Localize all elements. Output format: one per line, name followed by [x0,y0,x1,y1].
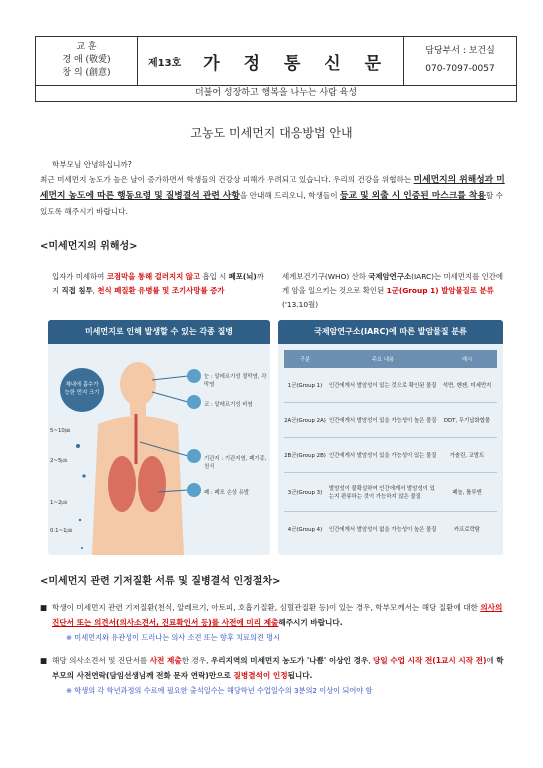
intro-text: 을 안내해 드리오니, 학생들이 [239,191,341,200]
example-cell: 카프로락탐 [453,527,481,533]
desc-cell: 인간에게서 발암성이 있을 가능성이 높은 물질 [329,418,437,424]
effect-label: 기관지 : 기관지염, 폐기종, 천식 [204,456,267,470]
bold-text: 학부모의 사전연락(담임선생님께 전화 문자 연락)만으로 [52,656,504,680]
motto-line: 창 의 (創意) [62,68,111,78]
text: 에 [486,656,497,665]
lung-icon [187,483,201,497]
text: 한 경우, [181,656,211,665]
intro-emphasis: 등교 및 외출 시 인증된 마스크를 착용 [340,191,486,201]
bold-text: 직접 침투 [61,286,93,295]
intro-emphasis: 미세먼지의 위해성과 미세먼지 농도에 따른 행동요령 및 질병결석 관련 사항 [40,175,505,201]
table-row [284,473,497,512]
highlight: 질병결석이 인정 [233,671,288,680]
table-row [284,438,497,473]
iarc-table [284,350,497,546]
highlight: 사전 제출 [149,656,182,665]
procedure-list [40,600,510,698]
text: , [368,656,374,665]
size-badge-label: 체내에 흡수가능한 먼지 크기 [64,382,100,396]
hazard-text-right [282,270,504,312]
document-title: 고농도 미세먼지 대응방법 안내 [190,126,353,140]
example-cell: 가솔린, 코발트 [449,453,485,459]
table-row [284,403,497,438]
table-header [284,350,497,368]
iarc-classification [278,320,503,555]
effect-label: 코 : 알레르기성 비염 [204,402,253,408]
group-cell: 1군(Group 1) [287,383,323,389]
group-cell: 3군(Group 3) [287,490,323,496]
footnote: ※ 미세먼지와 유관성이 드러나는 의사 소견 또는 향후 치료의견 명시 [66,633,281,642]
highlight: 1군(Group 1) 발암물질로 분류 [386,286,494,295]
column-header: 주요 내용 [371,357,395,363]
highlight: 당일 수업 시작 전(1교시 시작 전) [373,656,487,665]
column-header: 구분 [299,357,311,363]
lung-left-icon [108,456,136,512]
lung-right-icon [138,456,166,512]
size-label: 5~10㎛ [50,428,71,434]
list-item [40,653,510,683]
text: 까지 [52,272,264,295]
highlight: 천식 폐질환 유병률 및 조기사망률 증가 [97,286,225,295]
highlight: 코점막을 통해 걸러지지 않고 [106,272,201,281]
slogan: 더불어 성장하고 행복을 나누는 사람 육성 [35,85,517,102]
group-cell: 4군(Group 4) [287,527,323,533]
department: 담당부서 : 보건실 [425,46,495,56]
effect-label: 폐 : 폐포 손상 유발 [204,490,250,496]
newsletter-header [35,36,517,86]
group-cell: 2A군(Group 2A) [284,418,326,424]
text: 흡입 시 [200,272,229,281]
text: ('13.10월) [282,300,319,309]
group-cell: 2B군(Group 2B) [284,453,326,459]
bold-text: 됩니다. [287,671,313,680]
bullet-icon: ■ [40,603,48,612]
text: 학생이 미세먼지 관련 기저질환(천식, 알레르기, 아토피, 호흡기질환, 심혈관질환 등)이 있는 경우, 학부모께서는 해당 질환에 대한 [52,603,481,612]
intro-text: 최근 미세먼지 농도가 높은 날이 증가하면서 학생들의 건강상 피해가 우려되고 있습니다. 우리의 건강을 위협하는 [40,175,414,184]
text: , [92,286,98,295]
bold-text: 해주시기 바랍니다. [278,618,343,627]
example-cell: 석면, 벤젠, 미세먼지 [442,383,492,389]
desc-cell: 발암성이 불확실하여 인간에게서 발암성이 있는지 판류하는 것이 가능하지 않은 물질 [329,486,435,500]
bold-text: 폐포(뇌) [228,272,257,281]
table-row [284,512,497,546]
size-label: 0.1~1㎛ [50,528,72,534]
desc-cell: 인간에게서 발암성이 있는 것으로 확인된 물질 [329,383,437,389]
intro-text: 할 수 있도록 해주시기 바랍니다. [40,191,503,216]
list-item [40,600,510,630]
text: 세계보건기구(WHO) 산하 [282,272,369,281]
disease-diagram [48,320,270,555]
text: (IARC)는 미세먼지를 인간에게 암을 일으키는 것으로 확인된 [282,272,503,295]
issue-number: 제13호 [148,57,182,69]
text: 해당 의사소견서 및 진단서를 [52,656,150,665]
motto-line: 교 훈 [76,42,97,52]
nose-icon [187,395,201,409]
table-row [284,368,497,403]
highlight: 의사의 진단서 또는 의견서(의사소견서, 진료확인서 등)를 사전에 미리 제출 [52,603,503,627]
school-motto [36,37,138,85]
desc-cell: 인간에게서 발암성이 있을 가능성이 있는 물질 [329,453,437,459]
footnote: ※ 학생의 각 학년과정의 수료에 필요한 출석일수는 해당학년 수업일수의 3분의2 이상이 되어야 함 [66,686,373,695]
size-label: 2~5㎛ [50,458,67,464]
text: 입자가 미세하여 [52,272,107,281]
bullet-icon: ■ [40,656,48,665]
bronchi-icon [187,449,201,463]
table-title: 국제암연구소(IARC)에 따른 발암물질 분류 [278,320,503,344]
section-heading: <미세먼지의 위해성> [40,241,138,252]
bold-text: 우리지역의 미세먼지 농도가 '나쁨' 이상인 경우 [210,656,369,665]
phone-number: 070-7097-0057 [425,64,495,74]
intro-paragraph [40,157,505,219]
diagram-title: 미세먼지로 인해 발생할 수 있는 각종 질병 [48,320,270,344]
column-header: 예시 [461,357,473,363]
section-heading: <미세먼지 관련 기저질환 서류 및 질병결석 인정절차> [40,576,281,587]
greeting: 학부모님 안녕하십니까? [52,160,132,169]
bold-text: 국제암연구소 [368,272,412,281]
eye-icon [187,369,201,383]
motto-line: 경 애 (敬愛) [62,55,111,65]
hazard-text-left [52,270,270,298]
example-cell: DDT, 무기납화합물 [443,418,491,424]
desc-cell: 인간에게서 발암성이 없을 가능성이 높은 물질 [329,527,437,533]
effect-label: 눈 : 알레르기성 결막염, 각막염 [204,374,267,388]
example-cell: 페놀, 톨루엔 [452,490,482,496]
size-label: 1~2㎛ [50,500,67,506]
newsletter-title: 가 정 통 신 문 [203,53,391,74]
contact-info [404,37,516,85]
